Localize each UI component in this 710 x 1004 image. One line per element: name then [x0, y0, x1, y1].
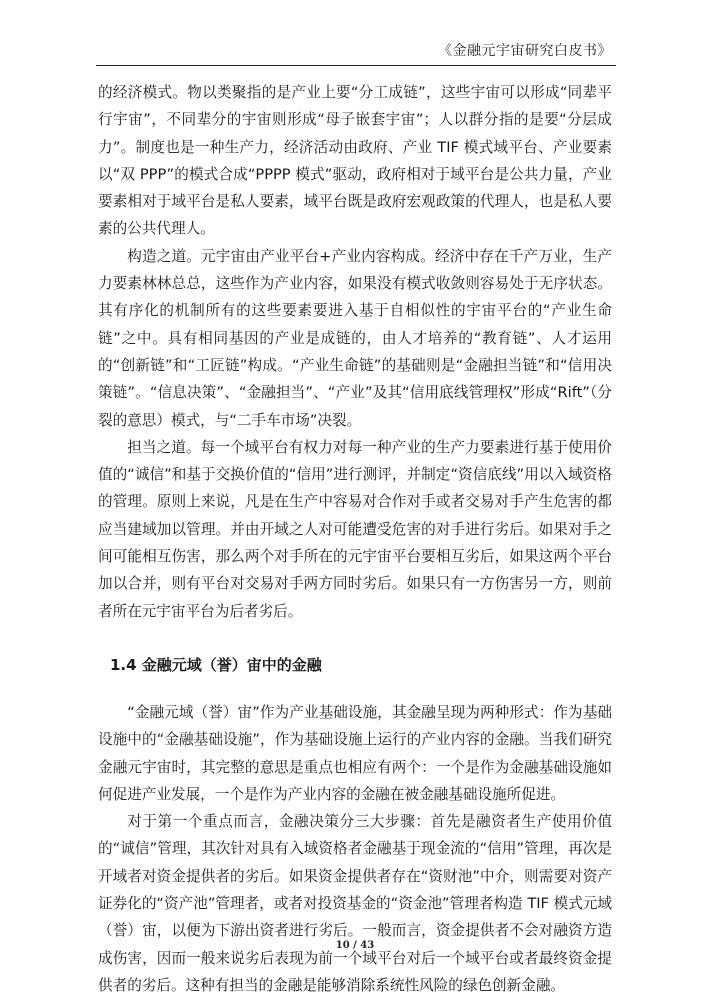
- paragraph-finance-forms: “金融元域（誉）宙”作为产业基础设施，其金融呈现为两种形式：作为基础设施中的“金融基础设施”，作为基础设施上运行的产业内容的金融。当我们研究金融元宇宙时，其完整的意思是重点也相应有两个：一个是作为金融基础设施如何促进产业发展，一个是作为产业内容的金融在被金融基础设施所促进。: [98, 703, 612, 803]
- header-divider: [96, 65, 616, 66]
- paragraph-construction: 构造之道。元宇宙由产业平台+产业内容构成。经济中存在千产万业，生产力要素林林总总，这些作为产业内容，如果没有模式收敛则容易处于无序状态。其有序化的机制所有的这些要素要进入基于自相似性的宇宙平台的“产业生命链”之中。具有相同基因的产业是成链的，由人才培养的“教育链”、人才运用的“创新链”和“工匠链”构成。“产业生命链”的基础则是“金融担当链”和“信用决策链”。“信息决策”、“金融担当”、“产业”及其“信用底线管理权”形成“Rift”（分裂的意思）模式，与“二手车市场”决裂。: [98, 247, 612, 429]
- paragraph-continued: 的经济模式。物以类聚指的是产业上要“分工成链”，这些宇宙可以形成“同辈平行宇宙”，不同辈分的宇宙则形成“母子嵌套宇宙”；人以群分指的是要“分层成力”。制度也是一种生产力，经济活动由政府、产业 TIF 模式域平台、产业要素以“双 PPP”的模式合成“PPPP 模式”驱动，政府相对于域平台是公共力量，产业要素相对于域平台是私人要素，域平台既是政府宏观政策的代理人，也是私人要素的公共代理人。: [98, 84, 612, 238]
- running-header-title: 《金融元宇宙研究白皮书》: [438, 43, 612, 59]
- page-body: [98, 79, 612, 999]
- page-number: 10 / 43: [335, 940, 375, 951]
- paragraph-responsibility: 担当之道。每一个域平台有权力对每一种产业的生产力要素进行基于使用价值的“诚信”和基于交换价值的“信用”进行测评，并制定“资信底线”用以入域资格的管理。原则上来说，凡是在生产中容易对合作对手或者交易对手产生危害的都应当建域加以管理。并由开域之人对可能遭受危害的对手进行劣后。如果对手之间可能相互伤害，那么两个对手所在的元宇宙平台要相互劣后，如果这两个平台加以合并，则有平台对交易对手两方同时劣后。如果只有一方伤害另一方，则前者所在元宇宙平台为后者劣后。: [98, 438, 612, 620]
- paragraph-finance-steps: 对于第一个重点而言，金融决策分三大步骤：首先是融资者生产使用价值的“诚信”管理，其次针对具有入域资格者金融基于现金流的“信用”管理，再次是开域者对资金提供者的劣后。如果资金提供者存在“资财池”中介，则需要对资产证券化的“资产池”管理者，或者对投资基金的“资金池”管理者构造 TIF 模式元域（誉）宙，以便为下游出资者进行劣后。一般而言，资金提供者不会对融资方造成伤害，因而一般来说劣后表现为前一个域平台对后一个域平台或者最终资金提供者的劣后。这种有担当的金融是能够消除系统性风险的绿色创新金融。: [98, 813, 612, 994]
- section-heading: 1.4 金融元域（誉）宙中的金融: [110, 655, 322, 674]
